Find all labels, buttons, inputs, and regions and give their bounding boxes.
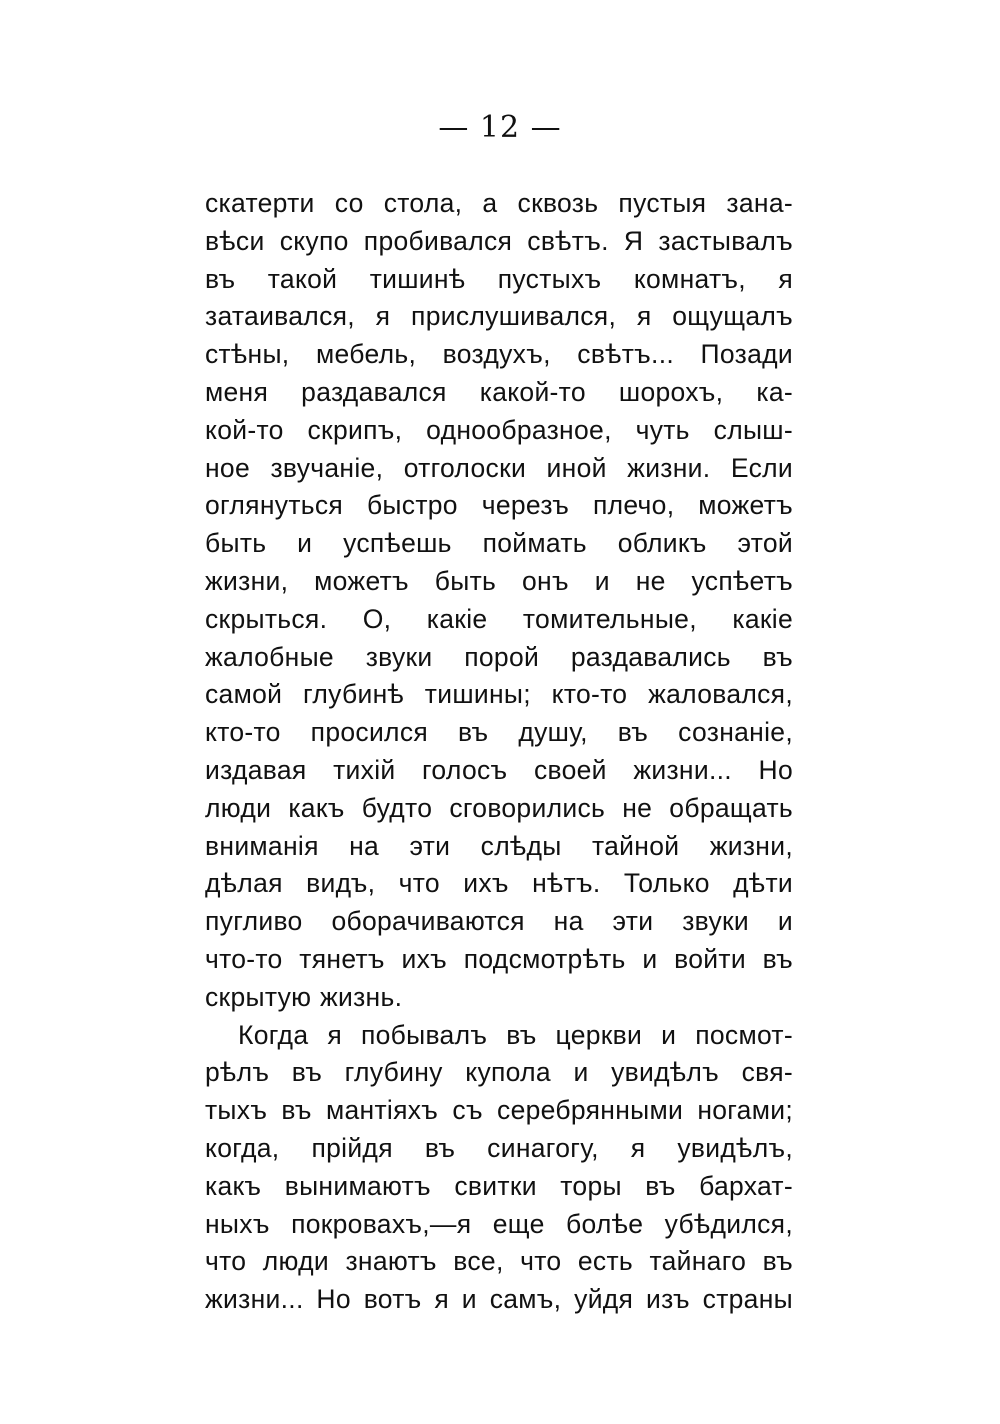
text-line: стѣны, мебель, воздухъ, свѣтъ... Позади	[205, 339, 793, 370]
text-line: жалобные звуки порой раздавались въ	[205, 641, 793, 672]
text-line: что люди знаютъ все, что есть тайнаго въ	[205, 1246, 793, 1277]
body-text	[205, 185, 793, 1319]
text-line: въ такой тишинѣ пустыхъ комнатъ, я	[205, 263, 793, 294]
text-line: что-то тянетъ ихъ подсмотрѣть и войти въ	[205, 943, 793, 974]
text-line: рѣлъ въ глубину купола и увидѣлъ свя-	[205, 1057, 793, 1088]
text-line: вниманiя на эти слѣды тайной жизни,	[205, 830, 793, 861]
text-line: жизни... Но вотъ я и самъ, уйдя изъ страны	[205, 1284, 793, 1315]
text-line: какъ вынимаютъ свитки торы въ бархат-	[205, 1170, 793, 1201]
text-line: оглянуться быстро черезъ плечо, можетъ	[205, 490, 793, 521]
text-line: вѣси скупо пробивался свѣтъ. Я застывалъ	[205, 225, 793, 256]
text-line: скатерти со стола, а сквозь пустыя зана-	[205, 188, 793, 218]
text-line: дѣлая видъ, что ихъ нѣтъ. Только дѣти	[205, 868, 793, 899]
text-line: тыхъ въ мантiяхъ съ серебрянными ногами;	[205, 1095, 793, 1126]
text-line: люди какъ будто сговорились не обращать	[205, 792, 793, 823]
text-line: быть и успѣешь поймать обликъ этой	[205, 528, 793, 559]
text-line: скрыться. О, какiе томительные, какiе	[205, 603, 793, 634]
paragraph-2	[205, 1017, 793, 1319]
text-line: издавая тихiй голосъ своей жизни... Но	[205, 754, 793, 785]
text-line: ное звучанiе, отголоски иной жизни. Если	[205, 452, 793, 483]
text-line: пугливо оборачиваются на эти звуки и	[205, 906, 793, 937]
text-line: кто-то просился въ душу, въ сознанiе,	[205, 717, 793, 748]
paragraph-1	[205, 185, 793, 1017]
text-line: когда, прiйдя въ синагогу, я увидѣлъ,	[205, 1132, 793, 1163]
text-line: жизни, можетъ быть онъ и не успѣетъ	[205, 565, 793, 596]
text-line: Когда я побывалъ въ церкви и посмот-	[238, 1019, 793, 1050]
text-line: кой-то скрипъ, однообразное, чуть слыш-	[205, 414, 793, 445]
text-line: меня раздавался какой-то шорохъ, ка-	[205, 376, 793, 407]
text-line: затаивался, я прислушивался, я ощущалъ	[205, 301, 793, 332]
text-line: самой глубинѣ тишины; кто-то жаловался,	[205, 679, 793, 710]
page-number: — 12 —	[438, 110, 562, 145]
text-line: ныхъ покровахъ,—я еще болѣе убѣдился,	[205, 1208, 793, 1239]
text-line: скрытую жизнь.	[205, 981, 403, 1012]
